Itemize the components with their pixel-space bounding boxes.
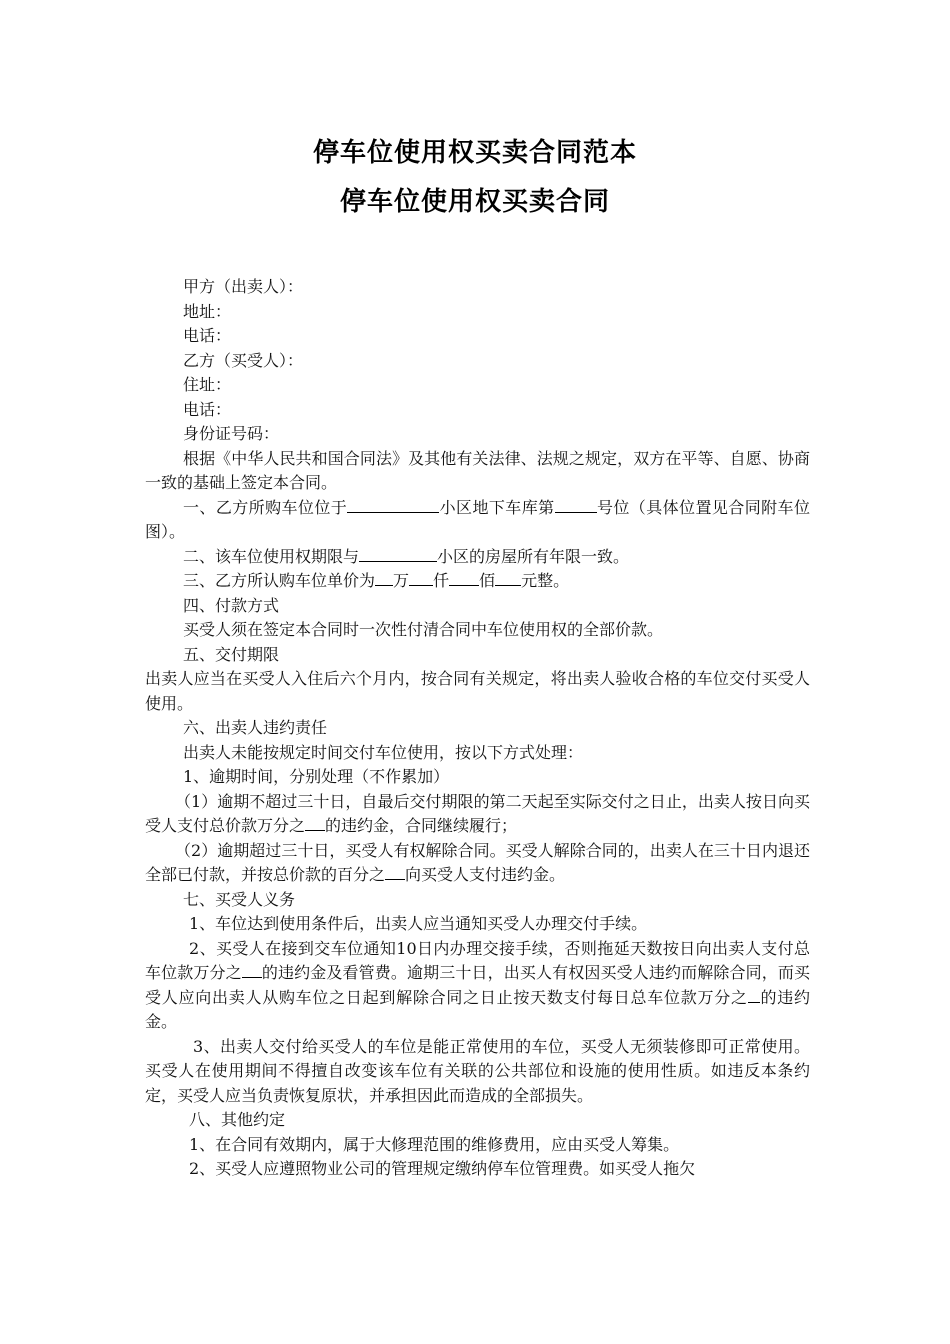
clause-2-text-b: 小区的房屋所有年限一致。: [437, 546, 630, 566]
clause-6-item-2-text-a: （2）逾期超过三十日，买受人有权解除合同。买受人解除合同的，出卖人在三十日内退还全部已付款，并按总价款的百分之: [145, 840, 810, 884]
clause-6-item-1: [145, 790, 810, 839]
clause-7-para-2-text-c: 的违约金。: [145, 987, 810, 1031]
clause-6-intro: 出卖人未能按规定时间交付车位使用，按以下方式处理：: [183, 742, 584, 762]
clause-1-text-c: 号位（具体位置见合同附车位图）。: [145, 497, 810, 541]
clause-1-text-a: 一、乙方所购车位位于: [183, 497, 348, 517]
blank-field: [385, 864, 405, 880]
clause-6-item-2: [145, 839, 810, 888]
party-b-phone: 电话：: [183, 399, 232, 419]
clause-6-item-1-text-b: 的违约金，合同继续履行；: [325, 816, 518, 835]
clause-7-para-2-text-a: 2、买受人在接到交车位通知10日内办理交接手续，否则拖延天数按日向出卖人支付总车位款万分之: [145, 938, 810, 982]
clause-4-text: 买受人须在签定本合同时一次性付清合同中车位使用权的全部价款。: [183, 620, 664, 639]
blank-field: [449, 570, 479, 586]
blank-field: [555, 497, 597, 513]
blank-field: [359, 546, 437, 562]
blank-field: [305, 815, 325, 831]
blank-field: [375, 570, 393, 586]
clause-3: [145, 569, 810, 594]
clause-5-heading: 五、交付期限: [183, 644, 280, 664]
clause-7-para-2: [145, 937, 810, 1035]
party-a-label: 甲方（出卖人）：: [183, 277, 304, 296]
clause-3-text-a: 三、乙方所认购车位单价为: [183, 571, 376, 590]
party-b-label: 乙方（买受人）：: [183, 350, 304, 370]
clause-3-text-e: 元整。: [521, 571, 570, 590]
party-a-phone: 电话：: [183, 326, 232, 345]
blank-field: [495, 570, 521, 586]
blank-field: [748, 987, 760, 1003]
clause-7-para-2-text-b: 的违约金及看管费。逾期三十日，出买人有权因买受人违约而解除合同，而买受人应向出卖人从购车位之日起到解除合同之日止按天数支付每日总车位款万分之: [145, 963, 810, 1007]
party-a-address: 地址：: [183, 301, 232, 321]
party-b-address: 住址：: [183, 375, 232, 394]
clause-7-heading: 七、买受人义务: [183, 889, 296, 909]
clause-3-qian: 仟: [433, 571, 450, 590]
clause-6-item-2-text-b: 向买受人支付违约金。: [405, 865, 566, 884]
clause-4-heading: 四、付款方式: [183, 595, 280, 615]
clause-6-heading: 六、出卖人违约责任: [183, 718, 328, 737]
blank-field: [409, 570, 433, 586]
clause-3-bai: 佰: [479, 571, 496, 590]
clause-8-para-2: 2、买受人应遵照物业公司的管理规定缴纳停车位管理费。如买受人拖欠: [189, 1159, 696, 1178]
document-subtitle: 停车位使用权买卖合同: [339, 187, 610, 217]
document-title: 停车位使用权买卖合同范本: [312, 138, 637, 168]
clause-2-text-a: 二、该车位使用权期限与: [183, 546, 360, 566]
clause-6-item-1-text-a: （1）逾期不超过三十日，自最后交付期限的第二天起至实际交付之日止，出卖人按日向买受人支付总价款万分之: [145, 791, 810, 835]
clause-8-heading: 八、其他约定: [189, 1110, 286, 1129]
intro-paragraph: 根据《中华人民共和国合同法》及其他有关法律、法规之规定，双方在平等、自愿、协商一致的基础上签定本合同。: [145, 448, 810, 492]
clause-1: [145, 496, 810, 545]
clause-8-para-1: 1、在合同有效期内，属于大修理范围的维修费用，应由买受人筹集。: [189, 1134, 680, 1154]
party-b-id-number: 身份证号码：: [183, 424, 280, 443]
clause-6-sub-1: 1、逾期时间，分别处理（不作累加）: [183, 767, 450, 786]
blank-field: [242, 962, 262, 978]
clause-5-text: 出卖人应当在买受人入住后六个月内，按合同有关规定，将出卖人验收合格的车位交付买受人使用。: [145, 669, 810, 713]
clause-2: [145, 545, 810, 570]
clause-3-wan: 万: [393, 571, 410, 590]
blank-field: [347, 497, 439, 513]
clause-7-para-1: 1、车位达到使用条件后，出卖人应当通知买受人办理交付手续。: [189, 914, 648, 933]
clause-1-text-b: 小区地下车库第: [439, 497, 555, 517]
clause-7-para-3: 3、出卖人交付给买受人的车位是能正常使用的车位，买受人无须装修即可正常使用。买受人在使用期间不得擅自改变该车位有关联的公共部位和设施的使用性质。如违反本条约定，买受人应当负责恢复原状，并承担因此而造成的全部损失。: [145, 1036, 810, 1105]
contract-body: [145, 275, 810, 1182]
